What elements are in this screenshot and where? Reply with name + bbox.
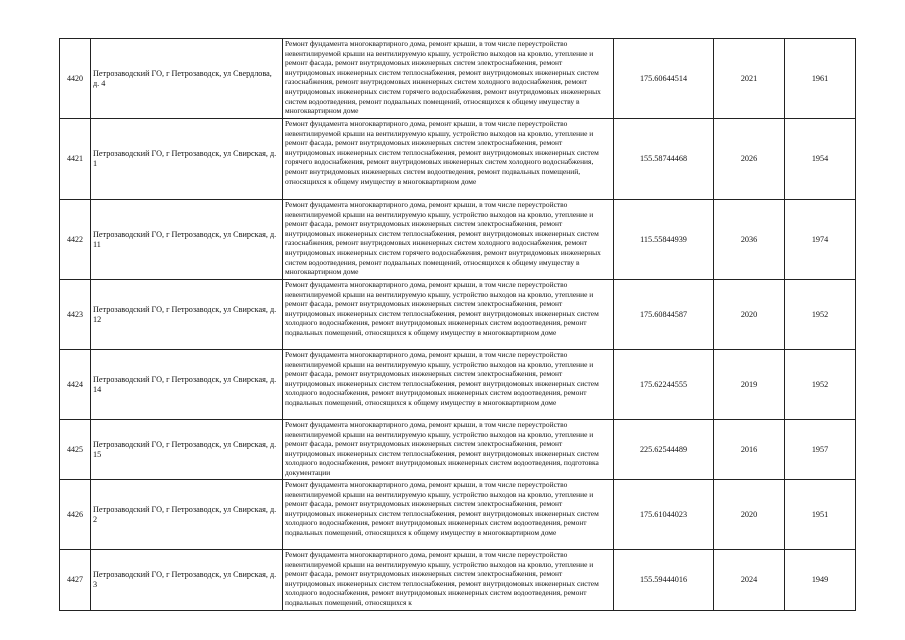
build-year-cell: 1954 <box>785 119 856 200</box>
works-text: Ремонт фундамента многоквартирного дома, ремонт крыши, в том числе переустройство невентилируемой крыши на вентилируемую крышу, устройство выходов на кровлю, утепление и ремонт фасада, ремонт внутридомовых инженерных систем электроснабжения, ремонт внутридомовых инженерных систем теплоснабжения, ремонт внутридомовых инженерных систем газоснабжения, ремонт внутридомовых инженерных систем холодного водоснабжения, ремонт внутридомовых инженерных систем горячего водоснабжения, ремонт внутридомовых инженерных систем водоотведения, ремонт подвальных помещений, относящихся к общему имуществу в многоквартирном доме <box>285 200 601 277</box>
row-number: 4427 <box>60 550 91 611</box>
planned-year-cell: 2021 <box>714 39 785 119</box>
address-cell: Петрозаводский ГО, г Петрозаводск, ул Свердлова, д. 4 <box>91 39 283 119</box>
cost-cell: 225.62544489 <box>614 420 714 480</box>
address-cell: Петрозаводский ГО, г Петрозаводск, ул Свирская, д. 2 <box>91 480 283 550</box>
cost-cell: 175.60644514 <box>614 39 714 119</box>
row-number: 4425 <box>60 420 91 480</box>
address-cell: Петрозаводский ГО, г Петрозаводск, ул Свирская, д. 15 <box>91 420 283 480</box>
address-cell: Петрозаводский ГО, г Петрозаводск, ул Свирская, д. 3 <box>91 550 283 611</box>
row-number: 4424 <box>60 350 91 420</box>
table-row <box>60 550 856 611</box>
cost-cell: 115.55844939 <box>614 200 714 280</box>
row-number: 4423 <box>60 280 91 350</box>
works-text: Ремонт фундамента многоквартирного дома, ремонт крыши, в том числе переустройство невентилируемой крыши на вентилируемую крышу, устройство выходов на кровлю, утепление и ремонт фасада, ремонт внутридомовых инженерных систем электроснабжения, ремонт внутридомовых инженерных систем теплоснабжения, ремонт внутридомовых инженерных систем холодного водоснабжения, ремонт внутридомовых инженерных систем водоотведения, ремонт подвальных помещений, относящихся к общему имуществу в многоквартирном доме <box>285 350 599 407</box>
build-year-cell: 1952 <box>785 280 856 350</box>
row-number: 4420 <box>60 39 91 119</box>
build-year-cell: 1952 <box>785 350 856 420</box>
works-text: Ремонт фундамента многоквартирного дома, ремонт крыши, в том числе переустройство невентилируемой крыши на вентилируемую крышу, устройство выходов на кровлю, утепление и ремонт фасада, ремонт внутридомовых инженерных систем электроснабжения, ремонт внутридомовых инженерных систем теплоснабжения, ремонт внутридомовых инженерных систем горячего водоснабжения, ремонт внутридомовых инженерных систем холодного водоснабжения, ремонт внутридомовых инженерных систем водоотведения, ремонт подвальных помещений, относящихся к общему имуществу в многоквартирном доме <box>285 119 599 186</box>
works-text: Ремонт фундамента многоквартирного дома, ремонт крыши, в том числе переустройство невентилируемой крыши на вентилируемую крышу, устройство выходов на кровлю, утепление и ремонт фасада, ремонт внутридомовых инженерных систем электроснабжения, ремонт внутридомовых инженерных систем теплоснабжения, ремонт внутридомовых инженерных систем холодного водоснабжения, ремонт внутридомовых инженерных систем водоотведения, ремонт подвальных помещений, относящихся к <box>285 550 599 607</box>
table-row <box>60 480 856 550</box>
works-cell <box>283 280 614 350</box>
row-number: 4421 <box>60 119 91 200</box>
build-year-cell: 1951 <box>785 480 856 550</box>
table-row <box>60 119 856 200</box>
cost-cell: 175.62244555 <box>614 350 714 420</box>
row-number: 4422 <box>60 200 91 280</box>
works-text: Ремонт фундамента многоквартирного дома, ремонт крыши, в том числе переустройство невентилируемой крыши на вентилируемую крышу, устройство выходов на кровлю, утепление и ремонт фасада, ремонт внутридомовых инженерных систем электроснабжения, ремонт внутридомовых инженерных систем теплоснабжения, ремонт внутридомовых инженерных систем холодного водоснабжения, ремонт внутридомовых инженерных систем водоотведения, подготовка документации <box>285 420 599 477</box>
address-cell: Петрозаводский ГО, г Петрозаводск, ул Свирская, д. 12 <box>91 280 283 350</box>
row-number: 4426 <box>60 480 91 550</box>
planned-year-cell: 2016 <box>714 420 785 480</box>
build-year-cell: 1957 <box>785 420 856 480</box>
planned-year-cell: 2019 <box>714 350 785 420</box>
table-row <box>60 200 856 280</box>
planned-year-cell: 2026 <box>714 119 785 200</box>
planned-year-cell: 2024 <box>714 550 785 611</box>
build-year-cell: 1961 <box>785 39 856 119</box>
document-page <box>59 38 855 610</box>
works-cell <box>283 480 614 550</box>
works-cell <box>283 39 614 119</box>
works-cell <box>283 200 614 280</box>
build-year-cell: 1949 <box>785 550 856 611</box>
planned-year-cell: 2020 <box>714 480 785 550</box>
works-text: Ремонт фундамента многоквартирного дома, ремонт крыши, в том числе переустройство невентилируемой крыши на вентилируемую крышу, устройство выходов на кровлю, утепление и ремонт фасада, ремонт внутридомовых инженерных систем электроснабжения, ремонт внутридомовых инженерных систем теплоснабжения, ремонт внутридомовых инженерных систем газоснабжения, ремонт внутридомовых инженерных систем холодного водоснабжения, ремонт внутридомовых инженерных систем горячего водоснабжения, ремонт внутридомовых инженерных систем водоотведения, ремонт подвальных помещений, относящихся к общему имуществу в многоквартирном доме <box>285 39 601 116</box>
cost-cell: 175.60844587 <box>614 280 714 350</box>
works-cell <box>283 550 614 611</box>
works-text: Ремонт фундамента многоквартирного дома, ремонт крыши, в том числе переустройство невентилируемой крыши на вентилируемую крышу, устройство выходов на кровлю, утепление и ремонт фасада, ремонт внутридомовых инженерных систем электроснабжения, ремонт внутридомовых инженерных систем теплоснабжения, ремонт внутридомовых инженерных систем холодного водоснабжения, ремонт внутридомовых инженерных систем водоотведения, ремонт подвальных помещений, относящихся к общему имуществу в многоквартирном доме <box>285 480 599 537</box>
table-row <box>60 39 856 119</box>
table-row <box>60 420 856 480</box>
planned-year-cell: 2020 <box>714 280 785 350</box>
works-cell <box>283 420 614 480</box>
table-row <box>60 350 856 420</box>
repair-program-table <box>59 38 856 611</box>
table-row <box>60 280 856 350</box>
works-text: Ремонт фундамента многоквартирного дома, ремонт крыши, в том числе переустройство невентилируемой крыши на вентилируемую крышу, устройство выходов на кровлю, утепление и ремонт фасада, ремонт внутридомовых инженерных систем электроснабжения, ремонт внутридомовых инженерных систем теплоснабжения, ремонт внутридомовых инженерных систем холодного водоснабжения, ремонт внутридомовых инженерных систем водоотведения, ремонт подвальных помещений, относящихся к общему имуществу в многоквартирном доме <box>285 280 599 337</box>
address-cell: Петрозаводский ГО, г Петрозаводск, ул Свирская, д. 14 <box>91 350 283 420</box>
cost-cell: 155.59444016 <box>614 550 714 611</box>
works-cell <box>283 119 614 200</box>
address-cell: Петрозаводский ГО, г Петрозаводск, ул Свирская, д. 1 <box>91 119 283 200</box>
cost-cell: 155.58744468 <box>614 119 714 200</box>
cost-cell: 175.61044023 <box>614 480 714 550</box>
works-cell <box>283 350 614 420</box>
address-cell: Петрозаводский ГО, г Петрозаводск, ул Свирская, д. 11 <box>91 200 283 280</box>
build-year-cell: 1974 <box>785 200 856 280</box>
planned-year-cell: 2036 <box>714 200 785 280</box>
